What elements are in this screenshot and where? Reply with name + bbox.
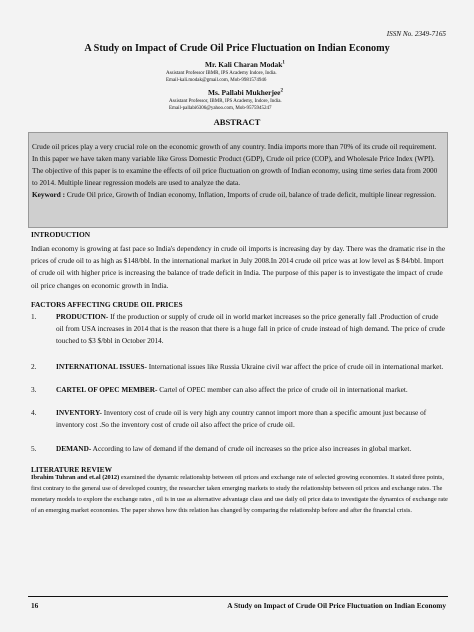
factor-body: International issues like Russia Ukraine civil war affect the price of crude oil in international market. xyxy=(146,362,444,371)
factor-text xyxy=(56,443,447,455)
factor-label: INVENTORY- xyxy=(56,408,102,417)
author-2-affiliation-line: Assistant Professor, IBMR, IPS Academy, Indore, India. xyxy=(169,99,282,104)
keywords-text: Crude Oil price, Growth of Indian economy, Inflation, Imports of crude oil, balance of trade deficit, multiple linear regression. xyxy=(65,190,436,199)
introduction-heading: INTRODUCTION xyxy=(31,230,91,239)
factor-label: PRODUCTION- xyxy=(56,312,109,321)
abstract-heading: ABSTRACT xyxy=(213,117,261,127)
author-2-affiliation xyxy=(169,98,282,112)
author-2-email-line: Email-pallabi6306@yahoo.com, Mob-9575945247 xyxy=(169,106,272,112)
introduction-text: Indian economy is growing at fast pace so India's dependency in crude oil imports is increasing day by day. There was the dramatic rise in the prices of crude oil to as high as $148/bbl. In the international market in July 2008.In 2014 crude oil price was at low level as $ 84/bbl. Import of crude oil with higher price is increasing the balance of trade deficit in India. The purpose of this paper is to investigate the impact of crude oil price changes on economic growth in India. xyxy=(31,244,446,290)
literature-text xyxy=(31,473,449,517)
factor-text xyxy=(56,311,447,348)
footer-title: A Study on Impact of Crude Oil Price Fluctuation on Indian Economy xyxy=(227,601,446,610)
factor-body: If the production or supply of crude oil in world market increases so the price generally fall .Production of crude oil from USA increases in 2014 that is the reason that there is a huge fall in price of crude instead of high demand. The price of crude touched to $3 $/bbl in October 2014. xyxy=(56,312,445,346)
author-1-affiliation-line: Assistant Professor IBMR, IPS Academy Indore, India. xyxy=(166,71,277,76)
author-1-affiliation xyxy=(166,70,277,84)
factor-number: 3. xyxy=(31,385,37,394)
factor-number: 1. xyxy=(31,312,37,321)
factor-label: CARTEL OF OPEC MEMBER- xyxy=(56,385,158,394)
factor-number: 5. xyxy=(31,444,37,453)
author-1-email-line: Email-kali.modak@gmail.com, Mob-9981574946 xyxy=(166,78,267,84)
factor-body: Inventory cost of crude oil is very high any country cannot import more than a specific amount just because of inventory cost .So the inventory cost of crude oil also affect the price of crude oil. xyxy=(56,408,427,430)
paper-title: A Study on Impact of Crude Oil Price Fluctuation on Indian Economy xyxy=(84,43,390,54)
footer-divider xyxy=(28,596,448,597)
factor-label: INTERNATIONAL ISSUES- xyxy=(56,362,147,371)
author-1-name: Mr. Kali Charan Modak$^1$ xyxy=(205,60,285,69)
factor-text xyxy=(56,384,447,396)
factor-text xyxy=(56,407,447,431)
literature-lead: Ibrahim Tuhran and et.al (2012) xyxy=(31,474,120,481)
page-number: 16 xyxy=(31,601,39,610)
keywords-label: Keyword : xyxy=(32,190,66,199)
literature-body: examined the dynamic relationship between oil prices and exchange rate of selected growing economies. It stated three points, first contrary to the general use of developed country, the researcher taken emerging markets to study the relationship between oil prices and exchange rates. The monetary models to explore the exchange rates , oil is in use as alternative advantage class and use daily oil price data to investigate the dynamics of exchange rate of an emerging market economies. The paper shows how this relation has changed by comparing the relationship before and after the financial crisis. xyxy=(31,474,448,514)
factor-body: Cartel of OPEC member can also affect the price of crude oil in international market. xyxy=(157,385,408,394)
abstract-text: Crude oil prices play a very crucial role on the economic growth of any country. India imports more than 70% of its crude oil requirement. In this paper we have taken many variable like Gross Domestic Product (GDP), Crude oil price (COP), and Wholesale Price Index (WPI). The objective of this paper is to examine the effects of oil price fluctuation on growth of Indian economy, using time series data from 2000 to 2014. Multiple linear regression models are used to analyze the data. xyxy=(32,142,438,187)
factor-body: According to law of demand if the demand of crude oil increases so the price also increases in global market. xyxy=(91,444,412,453)
factor-text xyxy=(56,361,447,373)
keywords-line xyxy=(32,189,444,201)
abstract-box xyxy=(28,132,448,228)
literature-heading: LITERATURE REVIEW xyxy=(31,465,112,474)
issn-label: ISSN No. 2349-7165 xyxy=(386,30,446,38)
author-2-name: Ms. Pallabi Mukherjee$^2$ xyxy=(208,88,283,97)
factor-label: DEMAND- xyxy=(56,444,92,453)
factors-heading: FACTORS AFFECTING CRUDE OIL PRICES xyxy=(31,300,183,309)
factor-number: 4. xyxy=(31,408,37,417)
factor-number: 2. xyxy=(31,362,37,371)
